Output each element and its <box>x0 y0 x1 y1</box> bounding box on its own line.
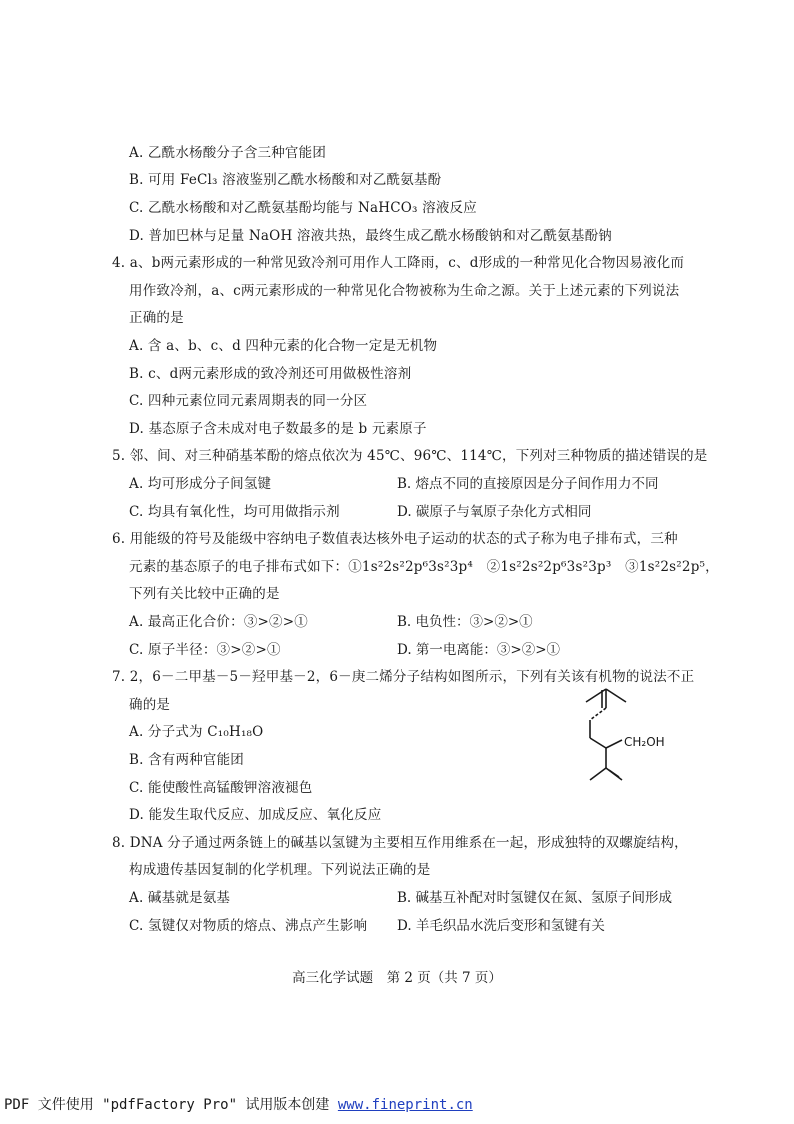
q6-option-a: A. 最高正化合价：③>②>① <box>129 614 308 630</box>
pdf-note-text: PDF 文件使用 "pdfFactory Pro" 试用版本创建 <box>4 1097 338 1113</box>
q8-option-b: B. 碱基互补配对时氢键仅在氮、氢原子间形成 <box>397 890 673 906</box>
q8-option-a: A. 碱基就是氨基 <box>129 890 231 906</box>
q7-option-b: B. 含有两种官能团 <box>129 752 245 768</box>
q7-stem-line-1: 7. 2，6－二甲基－5－羟甲基－2，6－庚二烯分子结构如图所示，下列有关该有机物的说法不正 <box>112 669 695 685</box>
q4-stem-line-1: 4. a、b两元素形成的一种常见致冷剂可用作人工降雨，c、d形成的一种常见化合物因易液化而 <box>112 255 685 271</box>
q7-option-d: D. 能发生取代反应、加成反应、氧化反应 <box>129 807 382 823</box>
q5-option-a: A. 均可形成分子间氢键 <box>129 476 272 492</box>
q6-stem-line-3: 下列有关比较中正确的是 <box>129 586 280 602</box>
q8-option-d: D. 羊毛织品水洗后变形和氢键有关 <box>397 918 605 934</box>
q4-option-c: C. 四种元素位同元素周期表的同一分区 <box>129 393 368 409</box>
q7-option-c: C. 能使酸性高锰酸钾溶液褪色 <box>129 780 313 796</box>
q6-stem-line-1: 6. 用能级的符号及能级中容纳电子数值表达核外电子运动的状态的式子称为电子排布式，三种 <box>112 531 678 547</box>
q3-option-b: B. 可用 FeCl₃ 溶液鉴别乙酰水杨酸和对乙酰氨基酚 <box>129 172 442 188</box>
q7-stem-line-2: 确的是 <box>129 697 171 713</box>
q5-option-d: D. 碳原子与氧原子杂化方式相同 <box>397 504 592 520</box>
q6-option-d: D. 第一电离能：③>②>① <box>397 642 561 658</box>
q3-option-a: A. 乙酰水杨酸分子含三种官能团 <box>129 145 327 161</box>
q5-stem: 5. 邻、间、对三种硝基苯酚的熔点依次为 45℃、96℃、114℃，下列对三种物质的描述错误的是 <box>112 448 708 464</box>
q4-stem-line-2: 用作致冷剂，a、c两元素形成的一种常见化合物被称为生命之源。关于上述元素的下列说法 <box>129 283 680 299</box>
page-footer: 高三化学试题 第 2 页（共 7 页） <box>292 970 502 986</box>
q3-option-d: D. 普加巴林与足量 NaOH 溶液共热，最终生成乙酰水杨酸钠和对乙酰氨基酚钠 <box>129 228 613 244</box>
q4-stem-line-3: 正确的是 <box>129 310 184 326</box>
ch2oh-label: CH₂OH <box>624 735 665 749</box>
fineprint-link[interactable]: www.fineprint.cn <box>337 1097 473 1113</box>
molecule-structure-figure <box>578 680 698 820</box>
q5-option-c: C. 均具有氧化性，均可用做指示剂 <box>129 504 340 520</box>
q6-option-c: C. 原子半径：③>②>① <box>129 642 281 658</box>
q8-option-c: C. 氢键仅对物质的熔点、沸点产生影响 <box>129 918 368 934</box>
q8-stem-line-1: 8. DNA 分子通过两条链上的碱基以氢键为主要相互作用维系在一起，形成独特的双螺旋结构， <box>112 835 688 851</box>
q4-option-a: A. 含 a、b、c、d 四种元素的化合物一定是无机物 <box>129 338 438 354</box>
q6-stem-line-2: 元素的基态原子的电子排布式如下：①1s²2s²2p⁶3s²3p⁴ ②1s²2s²2p⁶3s²3p³ ③1s²2s²2p⁵， <box>129 559 719 575</box>
q7-option-a: A. 分子式为 C₁₀H₁₈O <box>129 724 264 740</box>
q8-stem-line-2: 构成遗传基因复制的化学机理。下列说法正确的是 <box>129 862 431 878</box>
pdf-generator-note <box>4 1094 473 1114</box>
q4-option-b: B. c、d两元素形成的致冷剂还可用做极性溶剂 <box>129 366 412 382</box>
q6-option-b: B. 电负性：③>②>① <box>397 614 533 630</box>
q4-option-d: D. 基态原子含未成对电子数最多的是 b 元素原子 <box>129 421 427 437</box>
q3-option-c: C. 乙酰水杨酸和对乙酰氨基酚均能与 NaHCO₃ 溶液反应 <box>129 200 477 216</box>
q5-option-b: B. 熔点不同的直接原因是分子间作用力不同 <box>397 476 659 492</box>
